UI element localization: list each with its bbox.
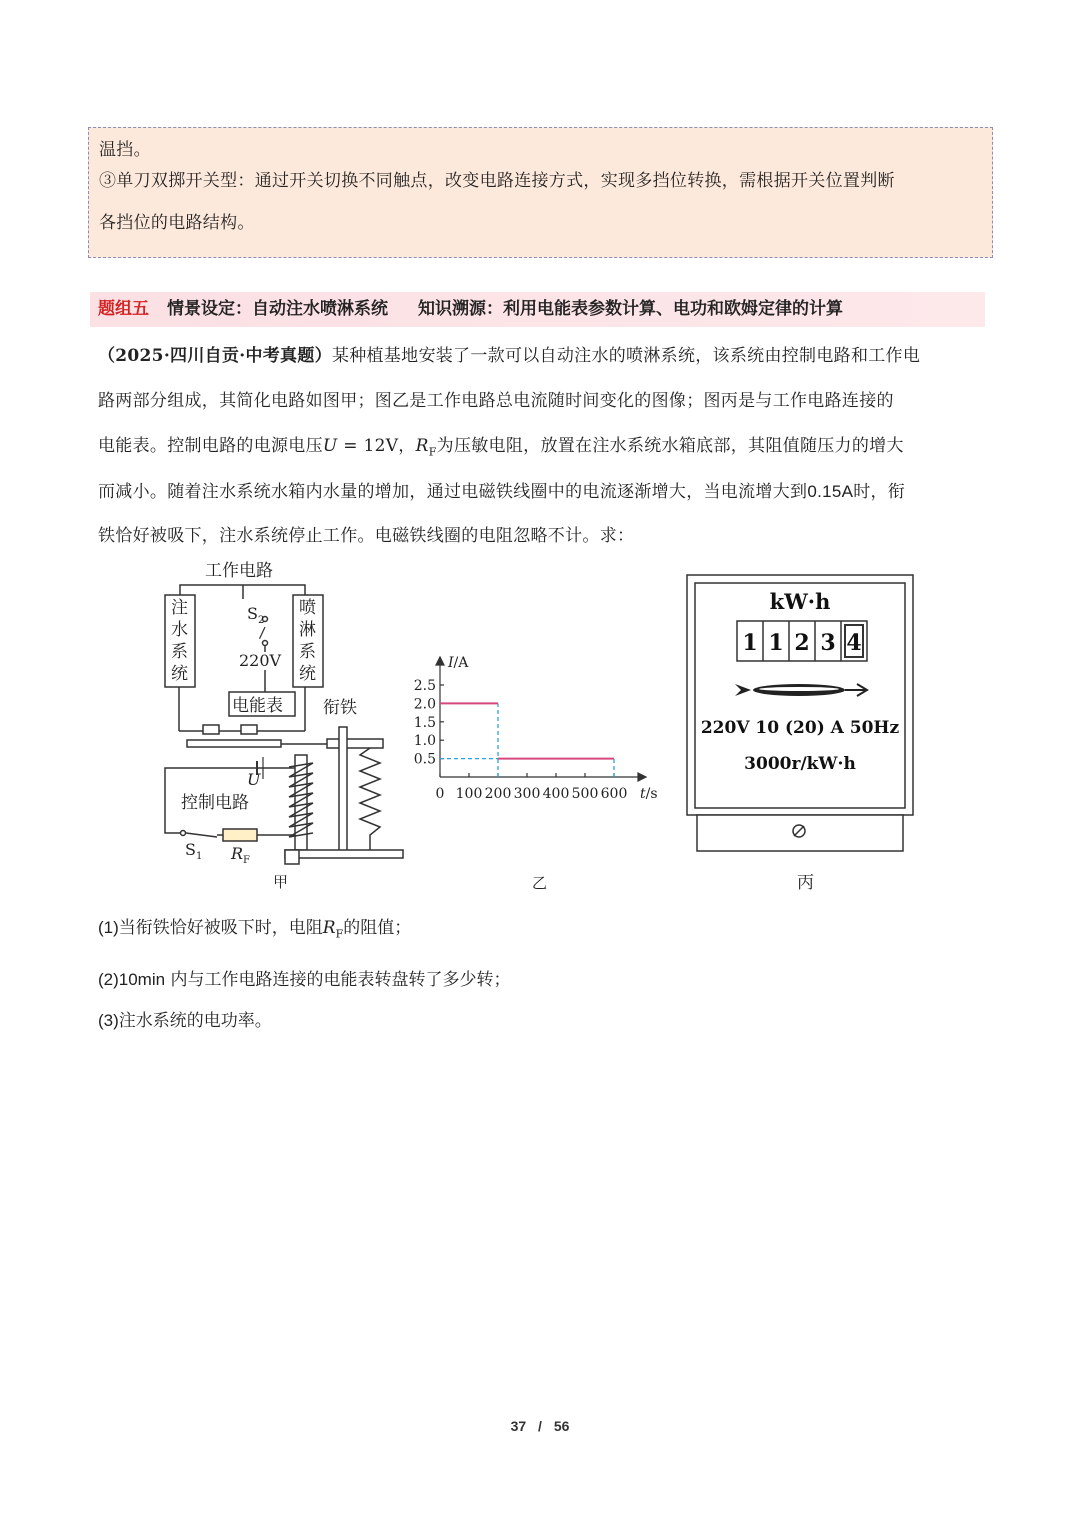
symbol-u: U (322, 436, 338, 456)
y-tick-label: 2.5 (413, 678, 436, 694)
page-separator: / (538, 1418, 542, 1434)
y-tick-label: 1.5 (413, 714, 436, 731)
label-spray-3: 系 (299, 642, 316, 662)
label-spray-2: 淋 (299, 620, 316, 640)
pressure-resistor (223, 829, 257, 841)
x-tick-label: 100 (455, 786, 483, 802)
figure-chart (410, 645, 670, 895)
page-total: 56 (553, 1418, 570, 1434)
x-tick-label: 600 (600, 786, 628, 802)
label-inject-4: 统 (171, 664, 188, 684)
question-2-text: 内与工作电路连接的电能表转盘转了多少转； (165, 970, 511, 990)
note-line-2: ③单刀双掷开关型：通过开关切换不同触点，改变电路连接方式，实现多挡位转换，需根据开关位置判断 (99, 171, 895, 191)
svg-text:RF (230, 844, 250, 866)
question-1-symbol: R (322, 918, 336, 938)
page-current: 37 (510, 1418, 527, 1434)
meter-unit: kW·h (769, 589, 831, 614)
x-tick-label: 400 (542, 786, 570, 802)
meter-digit-3: 2 (794, 630, 810, 656)
question-1-symbol-sub: F (335, 927, 344, 941)
label-inject-1: 注 (171, 598, 188, 618)
label-u: U (247, 770, 261, 789)
question-2 (98, 965, 511, 990)
question-1-num: (1) (98, 918, 119, 937)
problem-statement (98, 334, 986, 559)
problem-line-3b: 为压敏电阻，放置在注水系统水箱底部，其阻值随压力的增大 (436, 436, 904, 456)
x-tick-label: 0 (435, 786, 445, 802)
meter-digit-5: 4 (846, 630, 862, 656)
symbol-r-sub: F (428, 445, 437, 459)
label-s1: S (185, 840, 196, 859)
problem-line-4b: 时，衔 (853, 482, 906, 502)
label-s2: S (247, 604, 258, 623)
problem-line-5: 铁恰好被吸下，注水系统停止工作。电磁铁线圈的电阻忽略不计。求： (98, 526, 635, 546)
meter-digit-2: 1 (768, 630, 784, 656)
note-box (88, 127, 993, 258)
x-tick-label: 500 (571, 786, 599, 802)
voltage-value: = 12V， (337, 436, 416, 456)
y-tick-label: 2.0 (413, 696, 436, 713)
note-line-1: 温挡。 (99, 140, 151, 160)
figure-energy-meter (685, 573, 920, 893)
label-rf: R (231, 844, 244, 863)
question-2-num: (2)10min (98, 970, 166, 989)
question-3-text: 注水系统的电功率。 (118, 1011, 272, 1031)
question-1-text-a: 当衔铁恰好被吸下时，电阻 (118, 918, 323, 938)
group-scenario: 情景设定：自动注水喷淋系统 (167, 299, 388, 319)
y-tick-label: 0.5 (413, 751, 436, 768)
page-number (0, 1418, 1080, 1434)
y-axis-arrow (436, 657, 444, 665)
y-axis-label: I/A (448, 655, 469, 671)
label-meter: 电能表 (232, 696, 283, 716)
problem-line-4a: 而减小。随着注水系统水箱内水量的增加，通过电磁铁线圈中的电流逐渐增大，当电流增大到 (98, 482, 808, 502)
current-threshold: 0.15A (807, 482, 854, 501)
label-armature: 衔铁 (323, 698, 357, 718)
label-s1-sub: 1 (195, 851, 203, 862)
label-inject-2: 水 (171, 620, 188, 640)
figure-circuit (155, 555, 410, 895)
x-axis-label: t/s (640, 786, 658, 802)
question-3-num: (3) (98, 1011, 119, 1030)
svg-text:S1 (185, 840, 202, 862)
y-tick-label: 1.0 (413, 733, 436, 750)
problem-line-2: 路两部分组成，其简化电路如图甲；图乙是工作电路总电流随时间变化的图像；图丙是与工作电路连接的 (98, 391, 894, 411)
label-spray-1: 喷 (299, 598, 316, 618)
label-spray-4: 统 (299, 664, 316, 684)
question-3 (98, 1006, 272, 1031)
label-rf-sub: F (243, 855, 250, 866)
meter-base (697, 815, 903, 851)
problem-source: （2025·四川自贡·中考真题） (98, 346, 332, 366)
problem-line-3a: 电能表。控制电路的电源电压 (98, 436, 323, 456)
label-inject-3: 系 (171, 642, 188, 662)
problem-line-1: 某种植基地安装了一款可以自动注水的喷淋系统，该系统由控制电路和工作电 (331, 346, 921, 366)
group-knowledge: 知识溯源：利用电能表参数计算、电功和欧姆定律的计算 (418, 299, 843, 319)
x-axis-arrow (638, 773, 646, 781)
meter-digit-4: 3 (820, 630, 836, 656)
caption-a: 甲 (273, 873, 289, 891)
label-work-circuit: 工作电路 (205, 561, 273, 581)
label-220v: 220V (239, 651, 282, 670)
meter-digit-1: 1 (742, 630, 758, 656)
meter-spec-revs: 3000r/kW·h (744, 754, 856, 774)
group-header (90, 292, 985, 327)
group-tag: 题组五 (98, 299, 149, 319)
label-s2-sub: 2 (257, 615, 265, 626)
x-tick-label: 200 (484, 786, 512, 802)
x-tick-label: 300 (513, 786, 541, 802)
caption-c: 丙 (797, 873, 814, 893)
question-1-text-b: 的阻值； (343, 918, 412, 938)
caption-b: 乙 (532, 874, 548, 892)
note-line-3: 各挡位的电路结构。 (99, 213, 255, 233)
svg-text:S2 (247, 604, 264, 626)
meter-spec-rating: 220V 10 (20) A 50Hz (700, 718, 900, 738)
symbol-r: R (415, 436, 429, 456)
question-1 (98, 913, 411, 940)
label-control-circuit: 控制电路 (181, 793, 249, 813)
